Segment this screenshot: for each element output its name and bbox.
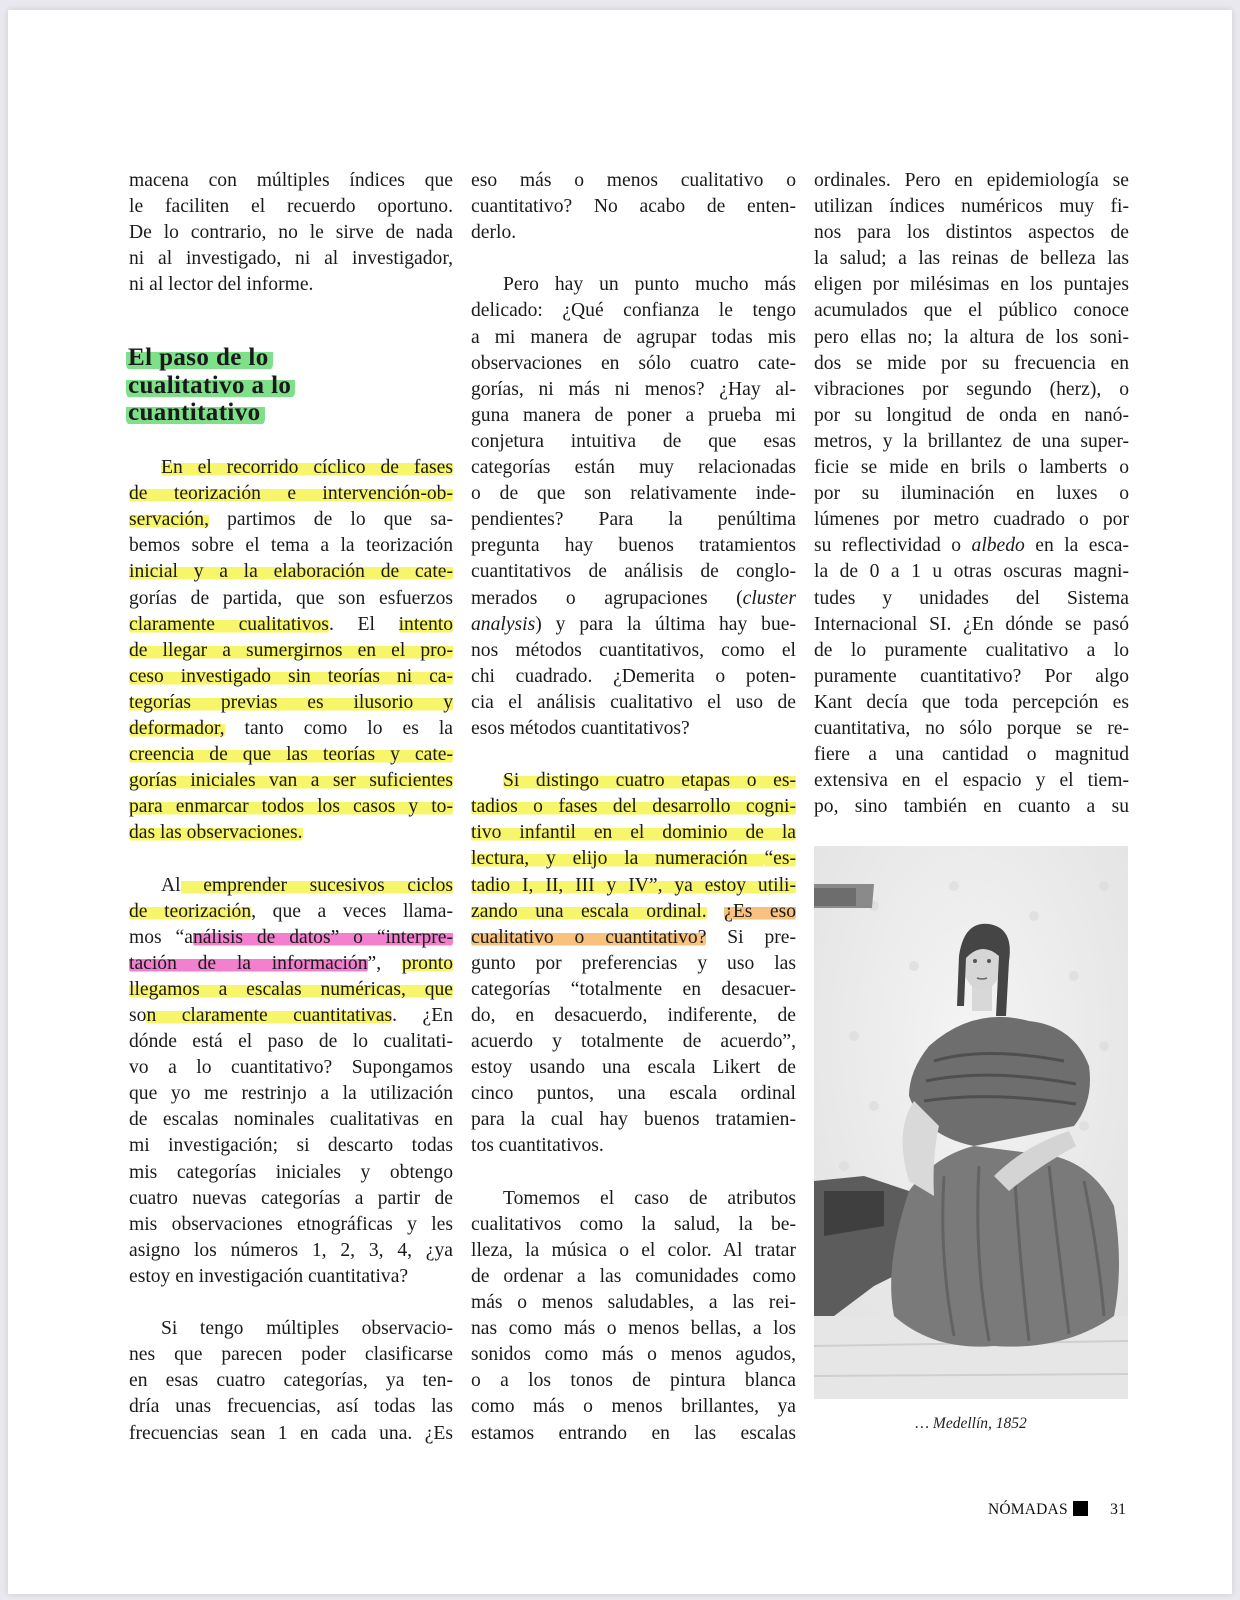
text-line: llegamos a escalas numéricas, que <box>129 978 453 1000</box>
text-line: chi cuadrado. ¿Demerita o poten- <box>471 665 796 687</box>
text-line: conjetura intuitiva de que esas <box>471 430 796 452</box>
text-line: creencia de que las teorías y cate- <box>129 744 453 766</box>
magazine-name: NÓMADAS <box>988 1501 1068 1518</box>
text-line: por su iluminación en luxes o <box>814 483 1129 505</box>
text-line: dónde está el paso de lo cualitati- <box>129 1031 453 1053</box>
text-line: ordinales. Pero en epidemiología se <box>814 170 1129 191</box>
text-line: estamos entrando en las escalas <box>471 1422 796 1444</box>
text-line: mis categorías iniciales y obtengo <box>129 1161 453 1183</box>
column-3 <box>814 168 1129 820</box>
text-line: son claramente cuantitativas. ¿En <box>129 1005 453 1026</box>
text-line: claramente cualitativos. El intento <box>129 613 454 635</box>
text-line: observaciones en sólo cuatro cate- <box>471 352 796 374</box>
text-line: Si distingo cuatro etapas o es- <box>503 770 796 792</box>
text-line: pregunta hay buenos tratamientos <box>471 535 796 557</box>
text-line: cia el análisis cualitativo el uso de <box>471 691 796 713</box>
text-line: tivo infantil en el dominio de la <box>471 822 796 844</box>
text-line: como más o menos brillantes, ya <box>471 1396 796 1418</box>
text-line: extensiva en el espacio y el tiem- <box>814 770 1129 792</box>
text-line: ni al investigado, ni al investigador, <box>129 248 453 270</box>
text-line: ficie se mide en brils o lamberts o <box>814 457 1129 479</box>
text-line: o a los tonos de pintura blanca <box>471 1370 796 1392</box>
text-line: de lo puramente cualitativo a lo <box>814 639 1129 661</box>
text-line: macena con múltiples índices que <box>129 170 453 191</box>
text-line: nos métodos cuantitativos, como el <box>471 639 796 661</box>
text-line: cinco puntos, una escala ordinal <box>471 1083 796 1105</box>
text-line: fiere a una cantidad o magnitud <box>814 744 1129 766</box>
text-line: más o menos saludables, a las rei- <box>471 1292 796 1314</box>
text-line: esos métodos cuantitativos? <box>471 717 690 739</box>
text-line: estoy usando una escala Likert de <box>471 1057 796 1079</box>
text-line: bemos sobre el tema a la teorización <box>129 535 453 557</box>
text-line: gunto por preferencias y uso las <box>471 952 796 974</box>
text-line: Si tengo múltiples observacio- <box>161 1318 453 1340</box>
text-line: cuantitativos de análisis de conglo- <box>471 561 796 583</box>
text-line: cuantitativa, no sólo porque se re- <box>814 717 1129 739</box>
text-line: Internacional SI. ¿En dónde se pasó <box>814 613 1129 635</box>
column-2 <box>471 168 796 1447</box>
text-line: tadio I, II, III y IV”, ya estoy utili- <box>471 874 796 896</box>
text-line: pendientes? Para la penúltima <box>471 509 796 531</box>
text-line: gorías de partida, que son esfuerzos <box>129 587 453 609</box>
text-line: tudes y unidades del Sistema <box>814 587 1129 609</box>
text-line: zando una escala ordinal. ¿Es eso <box>471 900 796 922</box>
text-line: de escalas nominales cualitativas en <box>129 1109 453 1131</box>
text-line: delicado: ¿Qué confianza le tengo <box>471 300 796 322</box>
text-line: do, en desacuerdo, indiferente, de <box>471 1005 796 1026</box>
text-line: tos cuantitativos. <box>471 1135 604 1157</box>
text-line: tadios o fases del desarrollo cogni- <box>471 796 796 818</box>
text-line: nas como más o menos bellas, a los <box>471 1318 796 1340</box>
text-line: frecuencias sean 1 en cada una. ¿Es <box>129 1422 453 1444</box>
text-line: utilizan índices numéricos muy fi- <box>814 196 1129 218</box>
text-line: Kant decía que toda percepción es <box>814 691 1129 713</box>
text-line: para enmarcar todos los casos y to- <box>129 796 453 818</box>
text-line: de llegar a sumergirnos en el pro- <box>129 639 453 661</box>
illustration-seated-woman <box>814 846 1128 1399</box>
text-line: mis observaciones etnográficas y les <box>129 1213 453 1235</box>
text-line: Tomemos el caso de atributos <box>503 1187 796 1209</box>
portrait-illustration <box>814 846 1128 1399</box>
text-line: cuantitativo? No acabo de enten- <box>471 196 796 218</box>
figure-caption: … Medellín, 1852 <box>915 1415 1027 1432</box>
text-line: estoy en investigación cuantitativa? <box>129 1265 409 1287</box>
text-line: la salud; a las reinas de belleza las <box>814 248 1129 270</box>
text-line: nos para los distintos aspectos de <box>814 222 1129 244</box>
text-line: ni al lector del informe. <box>129 274 314 296</box>
section-heading: El paso de lo cualitativo a lo cuantitativo <box>129 344 459 427</box>
text-line: cualitativos como la salud, la be- <box>471 1213 796 1235</box>
text-line: dría unas frecuencias, así todas las <box>129 1396 453 1418</box>
text-line: ceso investigado sin teorías ni ca- <box>129 665 453 687</box>
text-line: lúmenes por metro cuadrado o por <box>814 509 1129 531</box>
text-line: dos se mide por su frecuencia en <box>814 352 1129 374</box>
text-line: categorías están muy relacionadas <box>471 457 796 479</box>
text-line: acuerdo y totalmente de acuerdo”, <box>471 1031 796 1053</box>
text-line: le faciliten el recuerdo oportuno. <box>129 196 453 218</box>
text-line: analysis) y para la última hay bue- <box>471 613 796 635</box>
text-line: asigno los números 1, 2, 3, 4, ¿ya <box>129 1239 453 1261</box>
square-mark-icon <box>1073 1501 1088 1516</box>
text-line: la de 0 a 1 u otras oscuras magni- <box>814 561 1129 583</box>
text-line: gorías iniciales van a ser suficientes <box>129 770 453 792</box>
text-line: tación de la información”, pronto <box>129 952 453 974</box>
text-line: lleza, la música o el color. Al tratar <box>471 1239 796 1261</box>
text-line: tegorías previas es ilusorio y <box>129 691 453 713</box>
text-line: categorías “totalmente en desacuer- <box>471 978 796 1000</box>
text-line: derlo. <box>471 222 517 244</box>
text-line: metros, y la brillantez de una super- <box>814 430 1129 452</box>
text-line: mos “análisis de datos” o “interpre- <box>129 926 453 948</box>
text-line: lectura, y elijo la numeración “es- <box>471 848 796 870</box>
text-line: inicial y a la elaboración de cate- <box>129 561 453 583</box>
text-line: sonidos como más o menos agudos, <box>471 1344 796 1366</box>
text-line: De lo contrario, no le sirve de nada <box>129 222 453 244</box>
text-line: Pero hay un punto mucho más <box>503 274 796 296</box>
text-line: eligen por milésimas en los puntajes <box>814 274 1129 296</box>
text-line: que yo me restrinjo a la utilización <box>129 1083 453 1105</box>
text-line: guna manera de poner a prueba mi <box>471 404 796 426</box>
text-line: eso más o menos cualitativo o <box>471 170 796 191</box>
text-line: por su longitud de onda en nanó- <box>814 404 1129 426</box>
text-line: en esas cuatro categorías, ya ten- <box>129 1370 453 1392</box>
text-line: puramente cuantitativo? Por algo <box>814 665 1129 687</box>
text-line: cuatro nuevas categorías a partir de <box>129 1187 453 1209</box>
text-line: de teorización, que a veces llama- <box>129 900 453 922</box>
document-page <box>8 10 1232 1594</box>
text-line: mi investigación; si descarto todas <box>129 1135 453 1157</box>
text-line: para la cual hay buenos tratamien- <box>471 1109 796 1131</box>
text-line: das las observaciones. <box>129 822 303 844</box>
text-line: deformador, tanto como lo es la <box>129 717 453 739</box>
text-line: vo a lo cuantitativo? Supongamos <box>129 1057 453 1079</box>
text-line: En el recorrido cíclico de fases <box>161 457 453 479</box>
text-line: cualitativo o cuantitativo? Si pre- <box>471 926 796 948</box>
text-line: servación, partimos de lo que sa- <box>129 509 453 531</box>
text-line: de teorización e intervención-ob- <box>129 483 453 505</box>
text-line: po, sino también en cuanto a su <box>814 796 1129 818</box>
text-line: pero ellas no; la altura de los soni- <box>814 326 1129 348</box>
text-line: vibraciones por segundo (herz), o <box>814 378 1129 400</box>
text-line: acumulados que el público conoce <box>814 300 1129 322</box>
text-line: o de que son relativamente inde- <box>471 483 796 505</box>
text-line: nes que parecen poder clasificarse <box>129 1344 453 1366</box>
text-line: merados o agrupaciones (cluster <box>471 587 796 609</box>
text-line: de ordenar a las comunidades como <box>471 1265 796 1287</box>
page-number: 31 <box>1110 1501 1126 1518</box>
text-line: a mi manera de agrupar todas mis <box>471 326 796 348</box>
text-line: su reflectividad o albedo en la esca- <box>814 535 1129 557</box>
text-line: gorías, ni más ni menos? ¿Hay al- <box>471 378 796 400</box>
text-line: Al emprender sucesivos ciclos <box>161 874 453 896</box>
